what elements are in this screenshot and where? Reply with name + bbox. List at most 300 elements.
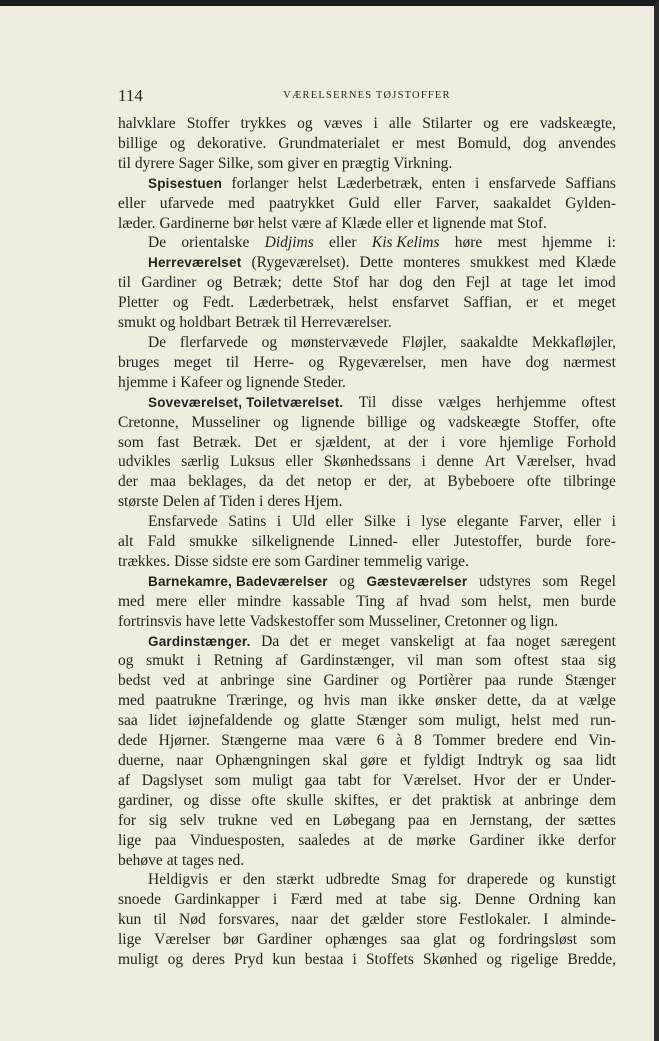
word: til <box>118 274 131 292</box>
word: til <box>283 314 297 332</box>
word: af <box>118 771 131 789</box>
word: men <box>440 353 468 371</box>
word: behøve <box>118 851 163 869</box>
word: Under- <box>572 771 616 789</box>
word: beklages, <box>188 473 247 491</box>
section-heading: Soveværelset, Toiletværelset. <box>148 394 344 410</box>
word: trukne <box>217 811 258 829</box>
word: Jutestoffer, <box>453 533 523 551</box>
word: Færd <box>290 891 323 909</box>
word: lige <box>118 931 142 949</box>
word: vore <box>458 433 487 451</box>
word: i <box>474 174 480 192</box>
word: Forhold <box>566 433 616 451</box>
word: Stof <box>332 274 359 292</box>
section-heading: Gardinstænger. <box>148 633 251 649</box>
word: billige <box>367 413 408 431</box>
word: eller <box>329 234 357 252</box>
word: giver <box>287 154 320 172</box>
word: i <box>373 115 378 132</box>
word: Stængerne <box>221 732 287 750</box>
word: elegante <box>456 513 509 531</box>
word: denne <box>436 453 474 471</box>
word: kun <box>118 911 142 929</box>
word: saakaldte <box>460 333 519 351</box>
word: Ordning <box>528 891 581 909</box>
word: forlanger <box>231 174 289 192</box>
word: Hvor <box>473 771 506 789</box>
word: og <box>339 572 355 590</box>
text-line <box>118 472 616 492</box>
word: udvikles <box>118 453 171 471</box>
word: mindre <box>237 592 282 610</box>
word: draperede <box>466 871 528 889</box>
word: hvad <box>419 592 450 610</box>
word: Fald <box>147 533 176 551</box>
word: og <box>261 333 278 351</box>
word: lignende <box>245 373 300 391</box>
word: vanskeligt <box>390 632 455 650</box>
word: Betræk <box>235 314 280 332</box>
word: bør <box>223 931 244 949</box>
text-line <box>118 532 616 552</box>
word: maa <box>298 732 324 750</box>
word: paatrukne <box>155 692 217 710</box>
word: fortrinsvis <box>118 612 182 630</box>
word: Gardiner <box>141 274 197 292</box>
word: særegent <box>560 632 616 650</box>
word: Uld <box>291 513 316 531</box>
word: muligt <box>118 951 159 969</box>
word: som <box>274 552 301 570</box>
word: alle <box>388 115 412 132</box>
text-line <box>118 950 616 970</box>
word: paatrykket <box>268 194 335 212</box>
word: Cretonne, <box>118 413 179 431</box>
word: rigelige <box>510 951 559 969</box>
word: Tiden <box>219 493 256 511</box>
word: muligt <box>252 771 293 789</box>
word: 6 <box>376 732 385 750</box>
word: Betræk; <box>232 274 282 292</box>
word: og <box>308 353 324 371</box>
word: hjemme <box>118 373 168 391</box>
word: dem <box>589 791 616 809</box>
word: og <box>419 413 436 431</box>
word: at <box>166 851 178 869</box>
word: smukke <box>189 533 238 551</box>
text-line <box>118 711 616 731</box>
word: og <box>226 373 242 391</box>
word: ønsker <box>435 692 477 710</box>
word: smukt <box>118 314 156 332</box>
word: naar <box>176 752 204 769</box>
word: gøre <box>359 752 388 769</box>
word: kassable <box>292 592 345 610</box>
word: og <box>283 712 300 730</box>
italic-term: Didjims <box>264 234 314 252</box>
word: Skønhedssans <box>323 453 411 471</box>
word: sig. <box>439 891 462 909</box>
word: i: <box>607 234 616 252</box>
word: sine <box>286 672 312 690</box>
word: paa <box>154 831 177 849</box>
running-head: VÆRELSERNES TØJSTOFFER <box>283 90 451 101</box>
word: som <box>590 931 616 949</box>
word: bør <box>233 214 254 232</box>
text-line <box>118 353 616 373</box>
word: end <box>554 732 578 750</box>
word: Ting <box>356 592 385 610</box>
word: som <box>338 612 365 630</box>
word: Hjem. <box>304 493 343 511</box>
word: Pletter <box>118 294 159 312</box>
word: Delen <box>162 493 200 511</box>
word: halvklare <box>118 115 176 132</box>
word: Klæde <box>575 254 616 272</box>
text-line <box>118 154 616 174</box>
word: en <box>323 154 338 172</box>
word: vadskeægte <box>447 413 521 431</box>
text-line <box>118 393 616 413</box>
word: og <box>535 752 551 769</box>
word: lyse <box>421 513 447 531</box>
word: prægtig <box>341 154 390 172</box>
word: der <box>545 811 566 829</box>
word: eller <box>118 194 146 212</box>
word: Læderbetræk, <box>336 174 423 192</box>
word: sidste <box>212 552 248 570</box>
word: er <box>526 294 539 312</box>
text-line <box>118 452 616 472</box>
word: som <box>118 433 144 451</box>
word: mere <box>156 592 187 610</box>
word: et <box>417 214 429 232</box>
word: kan <box>593 891 616 909</box>
word: er <box>319 632 332 650</box>
word: være <box>291 214 322 232</box>
word: at <box>383 433 396 451</box>
word: Værelset. <box>402 771 462 789</box>
text-line <box>118 174 616 194</box>
word: dekorative. <box>197 134 267 152</box>
word: mest <box>415 134 446 152</box>
text-line <box>118 512 616 532</box>
word: er <box>391 134 404 152</box>
word: ophænges <box>325 931 388 949</box>
word: Stilarter <box>422 115 473 132</box>
word: fyldigt <box>423 752 465 769</box>
word: gardiner, <box>118 791 173 809</box>
word: helst <box>348 294 378 312</box>
word: let <box>558 274 574 292</box>
text-line <box>118 313 616 333</box>
word: og <box>118 652 134 670</box>
word: fore- <box>585 533 616 551</box>
word: hjemme <box>542 234 593 252</box>
word: til <box>226 353 240 371</box>
word: dog <box>523 134 547 152</box>
word: à <box>395 732 403 750</box>
word: Gardiner <box>304 552 360 570</box>
word: hvis <box>324 692 350 710</box>
italic-term: Kis Kelims <box>371 234 440 252</box>
word: eller <box>198 592 226 610</box>
word: lignende <box>301 413 355 431</box>
word: bredere <box>496 732 544 750</box>
word: anvendes <box>558 134 616 152</box>
word: disse <box>209 791 241 809</box>
word: meget <box>173 353 212 371</box>
word: Heldigvis <box>148 871 209 889</box>
word: nærmest <box>563 353 616 371</box>
word: De <box>148 234 167 252</box>
word: Bomuld, <box>457 134 512 152</box>
word: saaledes <box>298 831 350 849</box>
word: trykkes <box>240 115 287 132</box>
word: Stænger <box>356 712 408 730</box>
word: med <box>552 712 579 730</box>
text-line <box>118 691 616 711</box>
word: og <box>539 871 555 889</box>
word: smukkest <box>470 254 529 272</box>
word: saa <box>118 712 138 730</box>
word: sig <box>597 652 616 670</box>
word: dog <box>525 353 549 371</box>
word: selv <box>179 811 205 829</box>
word: faa <box>486 632 506 650</box>
word: Silke, <box>217 154 254 172</box>
text-line <box>118 492 616 512</box>
text-line <box>118 114 616 134</box>
text-line <box>118 273 616 293</box>
word: Kafeer <box>180 373 223 391</box>
word: ved <box>162 672 186 690</box>
word: Musseliner, <box>368 612 441 630</box>
word: Fløjler, <box>401 333 447 351</box>
word: gaa <box>304 771 327 789</box>
word: Festlokaler. <box>458 911 531 929</box>
word: i <box>276 513 282 531</box>
word: Vadskestoffer <box>249 612 335 630</box>
word: mørke <box>416 831 456 849</box>
word: Steder. <box>303 373 346 391</box>
word: som <box>475 652 502 670</box>
word: saa <box>400 931 420 949</box>
word: temmelig <box>363 552 423 570</box>
word: og <box>483 115 499 132</box>
word: anbringe <box>524 791 579 809</box>
word: Pryd <box>233 951 264 969</box>
word: Smag <box>391 871 427 889</box>
word: og <box>273 413 289 431</box>
word: at <box>557 692 569 710</box>
text-line <box>118 831 616 851</box>
word: den <box>432 274 456 292</box>
word: staa <box>561 652 586 670</box>
word: da <box>258 473 274 491</box>
text-line <box>118 811 616 831</box>
word: i <box>196 652 201 670</box>
word: Gardinstænger, <box>300 652 395 670</box>
word: Fejl <box>465 274 490 292</box>
word: trækkes. <box>118 552 171 570</box>
word: ere <box>251 552 271 570</box>
word: vælge <box>578 692 616 710</box>
word: holdbart <box>179 314 232 332</box>
word: Gylden- <box>565 194 616 212</box>
word: da <box>531 692 547 710</box>
word: Løbegang <box>333 811 396 829</box>
word: eller <box>393 194 422 212</box>
word: i <box>421 453 426 471</box>
word: ufarvede <box>159 194 214 212</box>
word: der <box>118 473 138 491</box>
page-number: 114 <box>118 86 143 105</box>
word: udstyres <box>479 572 531 590</box>
word: dette <box>292 274 323 292</box>
word: Gardinkapper <box>174 891 260 909</box>
word: det <box>330 911 350 929</box>
word: eller <box>385 214 414 232</box>
word: Rygeværelser, <box>338 353 427 371</box>
text-line <box>118 731 616 751</box>
word: monteres <box>403 254 461 272</box>
word: med <box>538 254 566 272</box>
word: glatte <box>310 712 346 730</box>
word: ofte <box>591 413 616 431</box>
text-line <box>118 791 616 811</box>
word: naar <box>291 911 318 929</box>
word: og <box>206 274 223 292</box>
word: man <box>360 692 388 710</box>
word: orientalske <box>181 234 250 252</box>
word: og <box>167 951 184 969</box>
word: stærkt <box>276 871 315 889</box>
word: meget <box>341 632 380 650</box>
word: Regel <box>579 572 616 590</box>
text-line <box>118 134 616 154</box>
word: Luksus <box>229 453 275 471</box>
text-line <box>118 433 616 453</box>
word: herhjemme <box>496 393 567 411</box>
section-heading: Herreværelset <box>148 255 242 271</box>
word: er <box>289 433 303 451</box>
word: en <box>442 811 458 829</box>
word: tabt <box>337 771 362 789</box>
word: eller <box>325 513 354 531</box>
word: mønstervævede <box>290 333 389 351</box>
word: derfor <box>578 831 616 849</box>
word: bedst <box>118 672 151 690</box>
word: dyrere <box>134 154 175 172</box>
text-line <box>118 253 616 273</box>
word: Vin- <box>588 732 616 750</box>
word: Nød <box>179 911 206 929</box>
word: af <box>203 493 216 511</box>
word: eller <box>285 453 314 471</box>
word: der <box>516 771 537 789</box>
word: alt <box>118 533 134 551</box>
word: i <box>352 951 357 969</box>
word: Gardinerne <box>159 214 230 232</box>
word: deres <box>192 951 225 969</box>
word: Jernstang, <box>469 811 533 829</box>
word: af <box>396 592 409 610</box>
word: kun <box>272 951 296 969</box>
word: ofte <box>251 791 276 809</box>
word: man <box>436 652 463 670</box>
text-line <box>118 413 616 433</box>
word: med <box>118 692 145 710</box>
word: duerne, <box>118 752 165 769</box>
word: det <box>285 473 305 491</box>
word: Farver, <box>435 194 480 212</box>
word: Ensfarvede <box>148 513 218 531</box>
word: sjældent, <box>315 433 371 451</box>
word: Skønhed <box>422 951 478 969</box>
word: være <box>335 732 366 750</box>
word: kunstigt <box>565 871 616 889</box>
word: for <box>118 811 137 829</box>
text-line <box>118 373 616 393</box>
word: for <box>437 871 456 889</box>
word: praktisk <box>441 791 492 809</box>
word: det <box>412 791 432 809</box>
word: imod <box>583 274 616 292</box>
word: som <box>214 771 241 789</box>
word: Gardiner <box>469 831 525 849</box>
word: mat <box>489 214 514 232</box>
word: Læderbetræk, <box>248 294 335 312</box>
word: ikke <box>397 692 425 710</box>
word: dog <box>399 274 423 292</box>
word: bestaa <box>304 951 344 969</box>
word: fast <box>157 433 180 451</box>
word: Bredde, <box>567 951 616 969</box>
word: i <box>441 433 446 451</box>
text-line <box>118 910 616 930</box>
word: iøjnefaldende <box>188 712 273 730</box>
body-text <box>118 114 616 970</box>
word: netop <box>317 473 352 491</box>
word: Dette <box>359 254 394 272</box>
word: De <box>148 333 167 351</box>
text-line <box>118 671 616 691</box>
word: Dagslyset <box>141 771 203 789</box>
word: helst, <box>498 592 532 610</box>
word: lidet <box>149 712 177 730</box>
section-heading: Barnekamre, Badeværelser <box>148 573 328 589</box>
word: af <box>275 652 288 670</box>
word: med <box>228 194 255 212</box>
word: tages <box>181 851 214 869</box>
word: som <box>542 572 569 590</box>
word: til <box>153 911 167 929</box>
word: et <box>552 294 564 312</box>
word: hjemlige <box>499 433 554 451</box>
word: og <box>297 692 314 710</box>
word: Grundmaterialet <box>278 134 380 152</box>
word: eller <box>411 533 440 551</box>
word: er <box>389 791 402 809</box>
word: lige <box>118 831 142 849</box>
word: Stoffer <box>186 115 230 132</box>
word: er <box>219 871 232 889</box>
word: Gardiner <box>323 672 379 690</box>
word: i <box>171 373 177 391</box>
word: ensfarvet <box>392 294 449 312</box>
